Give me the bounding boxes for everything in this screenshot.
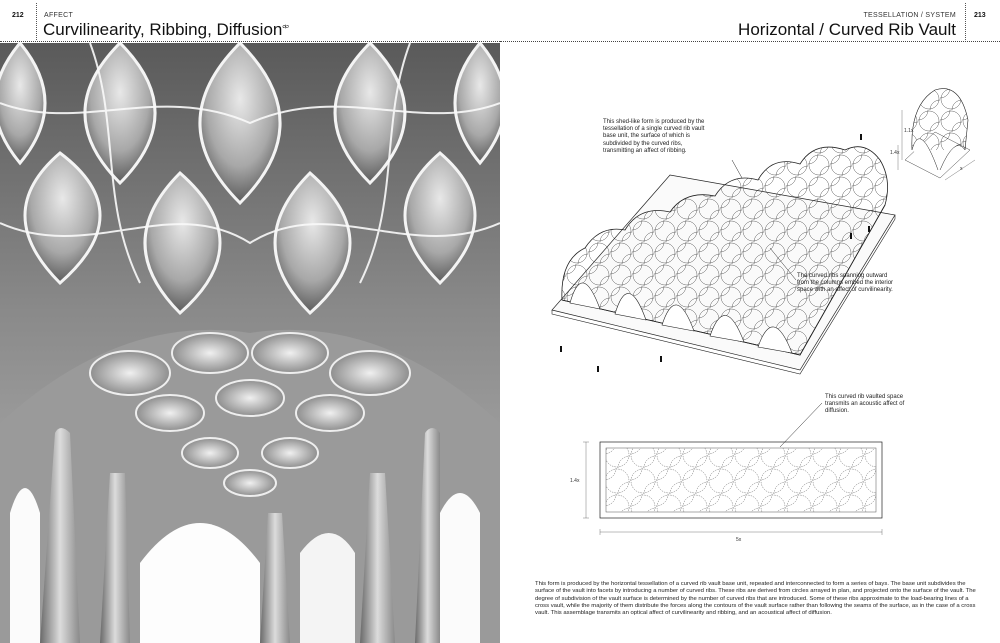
base-unit-drawing [898,89,975,180]
unit-width-label: x [960,166,963,172]
vault-interior-photo [0,43,500,643]
left-title [43,20,289,40]
right-page-number: 213 [974,12,986,19]
signal-waves-icon: ⧞ [282,21,289,31]
unit-height-label: 1.1x [904,128,914,134]
right-kicker: TESSELLATION / SYSTEM [863,12,956,19]
left-header-rule [0,41,500,42]
left-page-number: 212 [12,12,24,19]
unit-depth-label: 1.4x [890,150,900,156]
left-title-text: Curvilinearity, Ribbing, Diffusion [43,20,283,39]
left-kicker: AFFECT [44,12,74,19]
body-paragraph: This form is produced by the horizontal tessellation of a curved rib vault base unit, repeated and interconnected to form a series of bays. The base unit subdivides the surface of the vault into facets by introducing a number of curved ribs. These ribs are derived from circles arrayed in plan, and projected onto the surface of the vault. The degree of subdivision of the vault surface is determined by the number of curved ribs that are introduced. Some of these ribs approximate to the load-bearing lines of a cross vault, while the majority of them distribute the forces along the contours of the vault surface rather than following the seams of the surface, as in the case of a cross vault. This assemblage transmits an optical affect of curvilinearity and ribbing, and an acoustical affect of diffusion. [535,581,976,617]
right-title: Horizontal / Curved Rib Vault [738,20,956,39]
axonometric-drawing [500,0,1000,643]
caption-diffusion: This curved rib vaulted space transmits an acoustic affect of diffusion. [825,394,905,415]
plan-length-label: 5x [736,537,742,543]
left-header [0,0,500,42]
plan-depth-label: 1.4x [570,478,580,484]
caption-curvilinearity: The curved ribs spanning outward from the columns embed the interior space with an affect of curvilinearity. [797,273,894,294]
caption-ribbing: This shed-like form is produced by the tessellation of a single curved rib vault base unit, the surface of which is subdivided by the curved ribs, transmitting an affect of ribbing. [603,119,705,154]
left-header-divider [36,3,37,40]
right-page [500,0,1000,643]
